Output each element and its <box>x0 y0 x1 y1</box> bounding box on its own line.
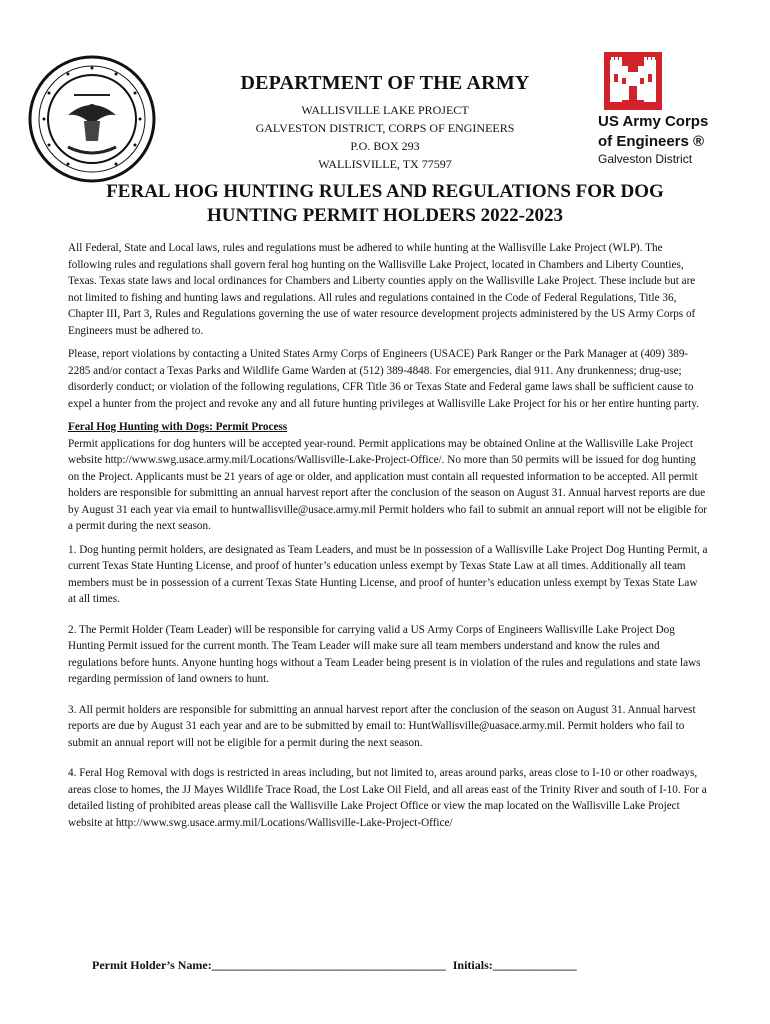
usace-name-line2: of Engineers ® <box>598 133 705 150</box>
report-paragraph: Please, report violations by contacting a United States Army Corps of Engineers (USACE) Park Ranger or the Park Manager at (409) 389-2285 and/or contact a Texas Parks and Wildlife Game Warden at (512) 389-4848. For emergencies, dial 911. Any drunkenness; drug-use; disorderly conduct; or violation of the following regulations, CFR Title 36 or Texas State and Federal game laws shall be sufficient cause to expel a hunter from the project and revoke any and all future hunting privileges at Wallisville Lake Project for his or her entire hunting party. <box>68 348 699 410</box>
permit-holder-name-field[interactable]: Permit Holder’s Name:_______________________________________ <box>92 958 446 972</box>
intro-paragraph: All Federal, State and Local laws, rules and regulations must be adhered to while hunting at the Wallisville Lake Project (WLP). The following rules and regulations shall govern feral hog hunting on the Wallisville Lake Project, located in Chambers and Liberty Counties, Texas. Texas state laws and local ordinances for Chambers and Liberty counties apply on the Wallisville Lake Project. These include but are not limited to fishing and hunting laws and regulations. All rules and regulations contained in the Code of Federal Regulations, Title 36, Chapter III, Part 3, Rules and Regulations governing the use of water resource development projects administered by the US Army Corps of Engineers must be adhered to. <box>68 242 696 337</box>
rule-item-2: 2. The Permit Holder (Team Leader) will be responsible for carrying valid a US Army Corps of Engineers Wallisville Lake Project Dog Hunting Permit issued for the current month. The Team Leader will make sure all team members understand and know the rules and regulations before hunts. Anyone hunting hogs without a Team Leader being present is in violation of the rules and regulations and state laws regarding permission of land owners to hunt. <box>68 623 701 685</box>
usace-name-line1: US Army Corps <box>598 113 709 130</box>
department-name: DEPARTMENT OF THE ARMY <box>240 72 530 94</box>
letterhead <box>200 72 570 173</box>
department-of-defense-seal-icon <box>28 55 156 183</box>
project-name: WALLISVILLE LAKE PROJECT <box>301 103 469 117</box>
document-body <box>68 240 708 838</box>
permit-paragraph: Permit applications for dog hunters will be accepted year-round. Permit applications may be obtained Online at the Wallisville Lake Project website http://www.swg.usace.army.mil/Locations/Wallisville-Lake-Project-Office/. No more than 50 permits will be issued for dog hunting on the Project. Applicants must be 21 years of age or older, and application must contain all requested information to be accepted. All permit holders are responsible for submitting an annual harvest report after the conclusion of the season on August 31. Annual harvest reports are due by August 31 each year via email to huntwallisville@usace.army.mil Permit holders who fail to submit an annual report will not be eligible for a permit during the next season. <box>68 437 708 532</box>
usace-castle-icon <box>604 52 662 110</box>
rule-item-3: 3. All permit holders are responsible for submitting an annual harvest report after the conclusion of the season on August 31. Annual harvest reports are due by August 31 each year and are to be submitted by email to: HuntWallisville@uasace.army.mil. Permit holders who fail to submit an annual report will not be eligible for a permit during the next season. <box>68 703 696 749</box>
district-name: GALVESTON DISTRICT, CORPS OF ENGINEERS <box>255 121 515 135</box>
rule-item-4: 4. Feral Hog Removal with dogs is restricted in areas including, but not limited to, areas around parks, areas close to I-10 or other roadways, areas close to homes, the JJ Mayes Wildlife Trace Road, the Lost Lake Oil Field, and all areas east of the Trinity River and south of I-10. For a detailed listing of prohibited areas please call the Wallisville Lake Project Office or view the map located on the Wallisville Lake Project website at http://www.swg.usace.army.mil/Locations/Wallisville-Lake-Project-Office/ <box>68 767 707 829</box>
document-title: FERAL HOG HUNTING RULES AND REGULATIONS FOR DOG HUNTING PERMIT HOLDERS 2022-2023 <box>106 181 664 226</box>
initials-field[interactable]: Initials:______________ <box>452 958 577 972</box>
city-state: WALLISVILLE, TX 77597 <box>318 157 452 171</box>
rule-item-1: 1. Dog hunting permit holders, are designated as Team Leaders, and must be in possession of a Wallisville Lake Project Dog Hunting Permit, a current Texas State Hunting License, and proof of hunter’s education unless exempt by Texas State Law at all times. Additionally all team members must be in possession of a current Texas State Hunting License, and proof of hunter’s education unless exempt by Texas State Law at all times. <box>68 543 708 605</box>
permit-process-heading: Feral Hog Hunting with Dogs: Permit Process <box>68 421 288 433</box>
usace-district: Galveston District <box>598 152 693 166</box>
signature-line <box>92 958 652 973</box>
usace-logo <box>598 52 738 166</box>
po-box: P.O. BOX 293 <box>350 139 420 153</box>
